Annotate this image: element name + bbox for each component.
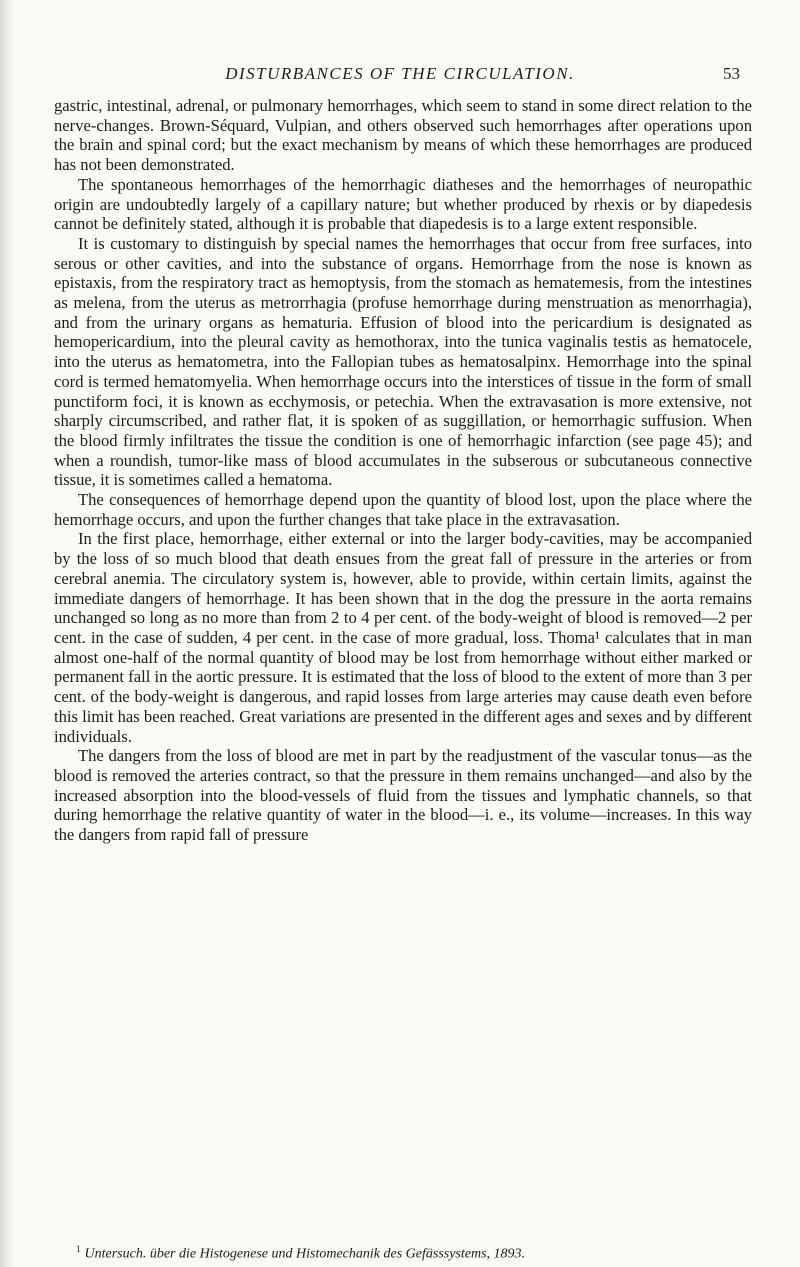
paragraph-2: The spontaneous hemorrhages of the hemorrhagic diatheses and the hemorrhages of neuropathic origin are undoubtedly largely of a capillary nature; but whether produced by rhexis or by diapedesis cannot be definitely stated, although it is probable that diapedesis is to a large extent responsible. <box>54 174 752 234</box>
paragraph-1: gastric, intestinal, adrenal, or pulmonary hemorrhages, which seem to stand in some direct relation to the nerve-changes. Brown-Séquard, Vulpian, and others observed such hemorrhages after operations upon the brain and spinal cord; but the exact mechanism by means of which these hemorrhages are produced has not been demonstrated. <box>54 96 752 175</box>
page-number: 53 <box>723 64 740 83</box>
paragraph-3: It is customary to distinguish by special names the hemorrhages that occur from free surfaces, into serous or other cavities, and into the substance of organs. Hemorrhage from the nose is known as epistaxis, from the respiratory tract as hemoptysis, from the stomach as hematemesis, from the intestines as melena, from the uterus as metrorrhagia (profuse hemorrhage during menstruation as menorrhagia), and from the urinary organs as hematuria. Effusion of blood into the pericardium is designated as hemopericardium, into the pleural cavity as hemothorax, into the tunica vaginalis testis as hematocele, into the uterus as hematometra, into the Fallopian tubes as hematosalpinx. Hemorrhage into the spinal cord is termed hematomyelia. When hemorrhage occurs into the interstices of tissue in the form of small punctiform foci, it is known as ecchymosis, or petechia. When the extravasation is more extensive, not sharply circumscribed, and rather flat, it is spoken of as suggillation, or hemorrhagic suffusion. When the blood firmly infiltrates the tissue the condition is one of hemorrhagic infarction (see page 45); and when a roundish, tumor-like mass of blood accumulates in the subserous or subcutaneous connective tissue, it is sometimes called a hematoma. <box>54 233 752 490</box>
page-header <box>0 64 800 90</box>
footnote-text: Untersuch. über die Histogenese und Histomechanik des Gefässsystems, 1893. <box>84 1246 526 1262</box>
paragraph-4: The consequences of hemorrhage depend upon the quantity of blood lost, upon the place where the hemorrhage occurs, and upon the further changes that take place in the extravasation. <box>54 490 752 529</box>
paragraph-6: The dangers from the loss of blood are met in part by the readjustment of the vascular tonus—as the blood is removed the arteries contract, so that the pressure in them remains unchanged—and also by the increased absorption into the blood-vessels of fluid from the tissues and lymphatic channels, so that during hemorrhage the relative quantity of water in the blood—i. e., its volume—increases. In this way the dangers from rapid fall of pressure <box>54 746 752 845</box>
page-edge-shadow <box>0 0 14 1267</box>
footnote <box>54 1241 752 1263</box>
paragraph-5: In the first place, hemorrhage, either external or into the larger body-cavities, may be accompanied by the loss of so much blood that death ensues from the great fall of pressure in the arteries or from cerebral anemia. The circulatory system is, however, able to provide, within certain limits, against the immediate dangers of hemorrhage. It has been shown that in the dog the pressure in the aorta remains unchanged so long as no more than from 2 to 4 per cent. of the body-weight of blood is removed—2 per cent. in the case of sudden, 4 per cent. in the case of more gradual, loss. Thoma¹ calculates that in man almost one-half of the normal quantity of blood may be lost from hemorrhage without either marked or permanent fall in the aortic pressure. It is estimated that the loss of blood to the extent of more than 3 per cent. of the body-weight is dangerous, and rapid losses from large arteries may cause death even before this limit has been reached. Great variations are presented in the different ages and sexes and by different individuals. <box>54 529 752 746</box>
body-text <box>54 96 752 845</box>
footnote-mark: 1 <box>76 1244 81 1254</box>
running-title: DISTURBANCES OF THE CIRCULATION. <box>225 64 575 83</box>
